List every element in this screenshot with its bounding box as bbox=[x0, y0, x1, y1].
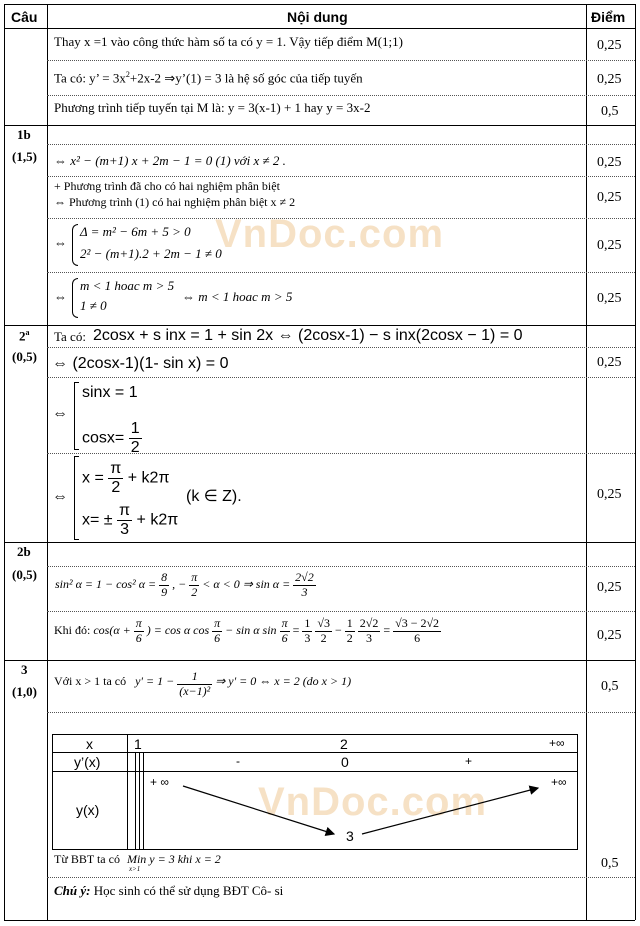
row-3c-arrow: ⇔ bbox=[52, 405, 68, 422]
row-2d-line1: m < 1 hoac m > 5 bbox=[80, 278, 175, 293]
row-1c-score: 0,5 bbox=[601, 104, 619, 119]
row-3d-condition: (k ∈ Z). bbox=[186, 488, 242, 505]
question-1b-label: 1b bbox=[17, 127, 31, 142]
row-4a-score: 0,25 bbox=[597, 580, 622, 595]
watermark-bottom: VnDoc.com bbox=[258, 780, 488, 824]
row-2b-line1: + Phương trình đã cho có hai nghiệm phân biệt bbox=[54, 179, 280, 193]
bbt-y-right: +∞ bbox=[551, 775, 567, 789]
row-2a-score: 0,25 bbox=[597, 155, 622, 170]
row-3d-arrow: ⇔ bbox=[52, 488, 68, 505]
row-3b-score: 0,25 bbox=[597, 355, 622, 370]
bbt-zero: 0 bbox=[341, 754, 349, 770]
row-3d-score: 0,25 bbox=[597, 487, 622, 502]
row-2d-conclusion: ⇔ m < 1 hoac m > 5 bbox=[182, 289, 293, 304]
row-2c-line2: 2² − (m+1).2 + 2m − 1 ≠ 0 bbox=[80, 246, 222, 261]
question-3-points: (1,0) bbox=[12, 684, 37, 699]
question-2a-points: (0,5) bbox=[12, 349, 37, 364]
bbt-x2: 2 bbox=[340, 736, 348, 752]
bbt-y-label: y(x) bbox=[76, 802, 100, 818]
question-2b-points: (0,5) bbox=[12, 567, 37, 582]
header-question: Câu bbox=[11, 9, 38, 25]
row-3d-line2: x= ± $\frac{\pi}{3}$ + k2π bbox=[82, 502, 179, 539]
question-1b-points: (1,5) bbox=[12, 149, 37, 164]
watermark-top: VnDoc.com bbox=[215, 212, 445, 256]
row-1a-text: Thay x =1 vào công thức hàm số ta có y = 1. Vậy tiếp điểm M(1;1) bbox=[54, 34, 403, 49]
bbt-x-label: x bbox=[86, 736, 93, 752]
question-3-label: 3 bbox=[21, 662, 28, 677]
row-3a-prefix: Ta có: bbox=[54, 329, 86, 344]
row-4a-eq: sin² α = 1 − cos² α = $\frac{8}{9}$ , − $\frac{\pi}{2}$ < α < 0 ⇒ sin α = $\frac{2√2}{3}$ bbox=[55, 570, 314, 599]
row-1b-text: Ta có: y’ = $3x^2+2x-2$ ⇒y’(1) = 3 là hệ số góc của tiếp tuyến bbox=[54, 70, 363, 86]
row-3a-eq: 2cosx + s inx = 1 + sin 2x ⇔ (2cosx-1) − s inx(2cosx − 1) = 0 bbox=[93, 327, 523, 344]
row-2c-line1: Δ = m² − 6m + 5 > 0 bbox=[80, 224, 191, 239]
row-2b-score: 0,25 bbox=[597, 190, 622, 205]
row-2d-line2: 1 ≠ 0 bbox=[80, 298, 107, 313]
bbt-x3: +∞ bbox=[549, 736, 565, 750]
row-3b-eq: ⇔ (2cosx-1)(1- sin x) = 0 bbox=[52, 355, 229, 372]
row-1b-score: 0,25 bbox=[597, 72, 622, 87]
row-3d-line1: x = $\frac{\pi}{2}$ + k2π bbox=[82, 460, 170, 497]
row-2a-eq: ⇔ x² − (m+1) x + 2m − 1 = 0 (1) với x ≠ 2 . bbox=[54, 153, 286, 168]
question-2a-label: 2$^a$ bbox=[19, 328, 30, 344]
bbt-y-min: 3 bbox=[346, 828, 354, 844]
row-4b-eq: Khi đó: cos(α + $\frac{\pi}{6}$ ) = cos α cos $\frac{\pi}{6}$ − sin α sin $\frac{\pi}{6}$ = $\frac{1}{3}$ $\frac{√3}{2}$ − $\frac{1}{2}$ $\frac{2√2}{3}$ = $\frac{√3 - 2√2}{6}$ bbox=[54, 616, 440, 645]
row-1a-score: 0,25 bbox=[597, 38, 622, 53]
row-2b-line2: ⇔ Phương trình (1) có hai nghiệm phân biệt x ≠ 2 bbox=[54, 195, 296, 209]
header-score: Điểm bbox=[591, 9, 626, 25]
bbt-yprime-label: y’(x) bbox=[74, 754, 101, 770]
row-5a-score: 0,5 bbox=[601, 679, 619, 694]
header-content: Nội dung bbox=[287, 9, 348, 25]
row-5b-conclusion: Từ BBT ta có Min x>1 y = 3 khi x = 2 bbox=[54, 852, 221, 873]
row-2d-score: 0,25 bbox=[597, 291, 622, 306]
row-1c-text: Phương trình tiếp tuyến tại M là: y = 3(x-1) + 1 hay y = 3x-2 bbox=[54, 100, 371, 115]
row-4b-score: 0,25 bbox=[597, 628, 622, 643]
bbt-sign-negative: - bbox=[236, 754, 240, 768]
row-3c-line2: cosx= $\frac{1}{2}$ bbox=[82, 420, 140, 457]
row-2c-score: 0,25 bbox=[597, 238, 622, 253]
row-2d-arrow: ⇔ bbox=[54, 289, 67, 304]
bbt-x1: 1 bbox=[134, 736, 142, 752]
note: Chú ý: Học sinh có thể sử dụng BĐT Cô- si bbox=[54, 883, 284, 898]
row-5b-score: 0,5 bbox=[601, 856, 619, 871]
question-2b-label: 2b bbox=[17, 544, 31, 559]
row-2c-arrow: ⇔ bbox=[54, 235, 67, 250]
row-3c-line1: sinx = 1 bbox=[82, 384, 138, 401]
row-5a-eq: Với x > 1 ta có y' = 1 − $\frac{1}{\text{(x−1)²}}$ ⇒ y' = 0 ⇔ x = 2 (do x > 1) bbox=[54, 669, 352, 698]
bbt-sign-positive: + bbox=[465, 754, 473, 768]
bbt-y-left: + ∞ bbox=[150, 775, 169, 789]
